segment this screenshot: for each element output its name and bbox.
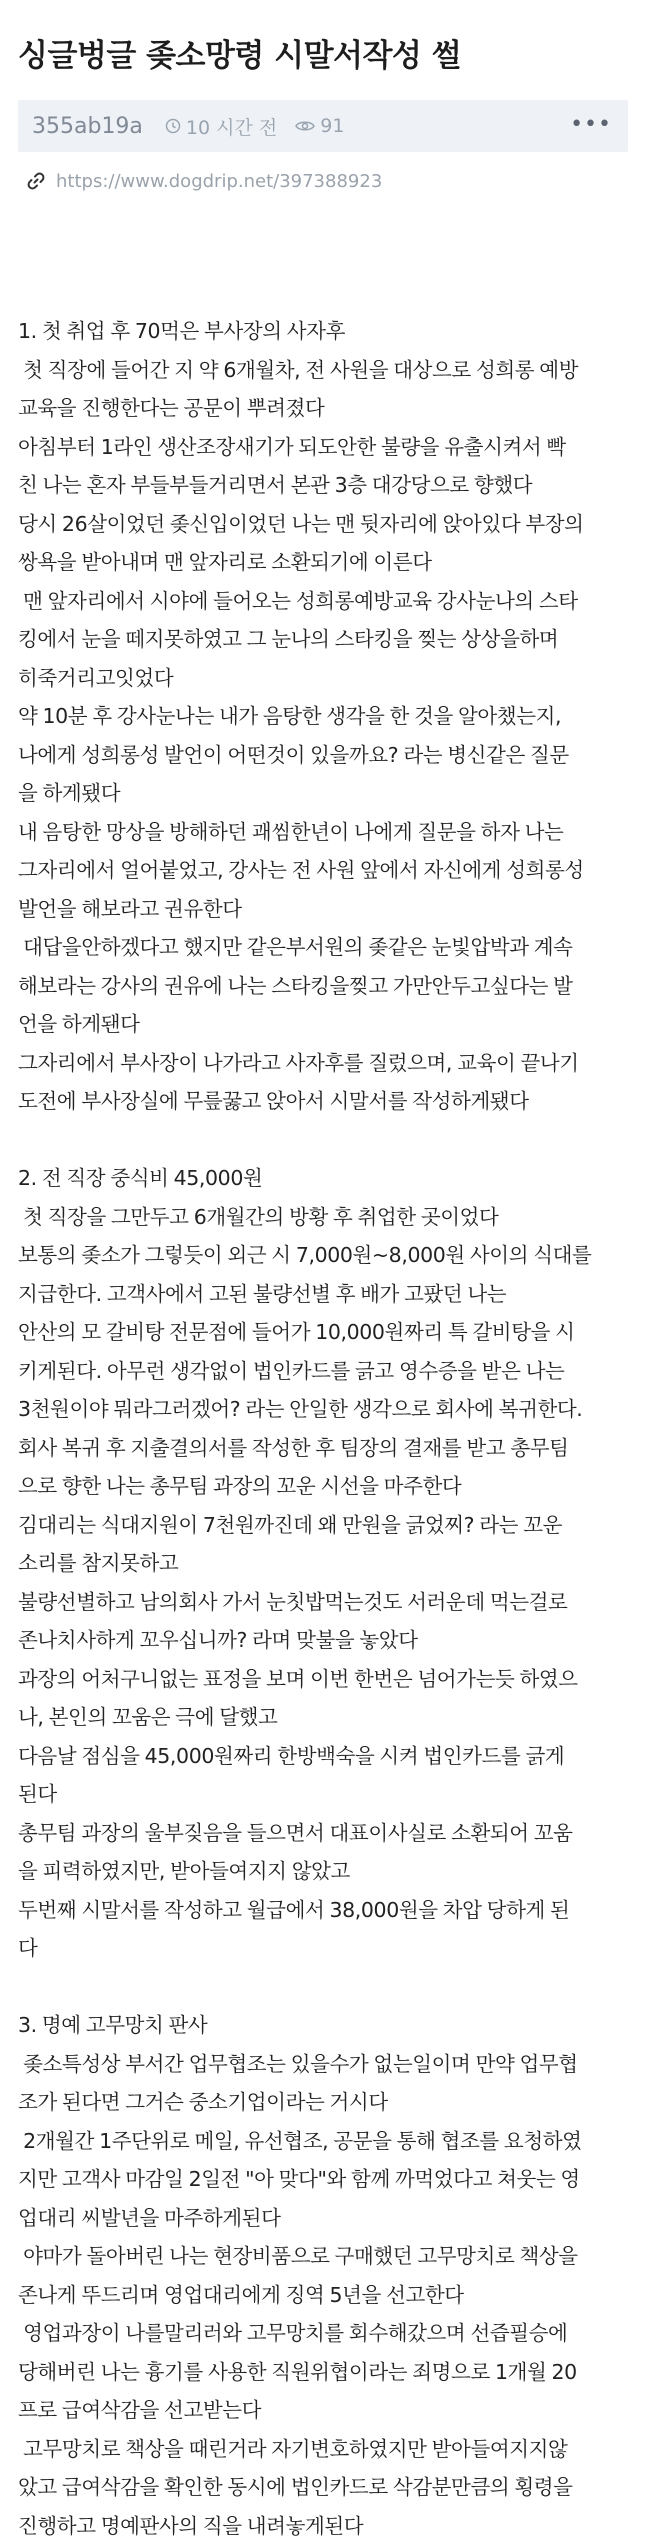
body-text-line: 김대리는 식대지원이 7천원까진데 왜 만원을 긁었찌? 라는 꼬운 (18, 1506, 630, 1545)
body-text-line: 았고 급여삭감을 확인한 동시에 법인카드로 삭감분만큼의 횡령을 (18, 2468, 630, 2507)
body-text-line: 을 하게됐다 (18, 774, 630, 813)
body-text-line: 존나치사하게 꼬우십니까? 라며 맞불을 놓았다 (18, 1621, 630, 1660)
body-text-line: 그자리에서 부사장이 나가라고 사자후를 질렀으며, 교육이 끝나기 (18, 1044, 630, 1083)
body-text-line: 2개월간 1주단위로 메일, 유선협조, 공문을 통해 협조를 요청하였 (18, 2122, 630, 2161)
body-text-line: 두번째 시말서를 작성하고 월급에서 38,000원을 차압 당하게 된 (18, 1891, 630, 1930)
post-views (295, 115, 344, 137)
body-text-line: 약 10분 후 강사눈나는 내가 음탕한 생각을 한 것을 알아챘는지, (18, 697, 630, 736)
body-text-line: 존나게 뚜드리며 영업대리에게 징역 5년을 선고한다 (18, 2276, 630, 2315)
body-text-line: 을 피력하였지만, 받아들여지지 않았고 (18, 1852, 630, 1891)
body-text-line: 아침부터 1라인 생산조장새기가 되도안한 불량을 유출시켜서 빡 (18, 428, 630, 467)
body-text-line: 첫 직장을 그만두고 6개월간의 방황 후 취업한 곳이었다 (18, 1198, 630, 1237)
body-text-line: 조가 된다면 그거슨 중소기업이라는 거시다 (18, 2083, 630, 2122)
body-text-line: 발언을 해보라고 권유한다 (18, 890, 630, 929)
body-text-line: 업대리 씨발년을 마주하게된다 (18, 2199, 630, 2238)
body-text-line: 1. 첫 취업 후 70먹은 부사장의 사자후 (18, 312, 630, 351)
body-text-line: 으로 향한 나는 총무팀 과장의 꼬운 시선을 마주한다 (18, 1467, 630, 1506)
body-text-line: 보통의 좆소가 그렇듯이 외근 시 7,000원~8,000원 사이의 식대를 (18, 1236, 630, 1275)
body-text-line: 소리를 참지못하고 (18, 1544, 630, 1583)
more-options-button[interactable]: ••• (570, 112, 612, 137)
body-text-line: 나에게 성희롱성 발언이 어떤것이 있을까요? 라는 병신같은 질문 (18, 736, 630, 775)
link-icon (26, 171, 46, 191)
post-section-3 (18, 2006, 630, 2545)
body-text-line: 내 음탕한 망상을 방해하던 괘씸한년이 나에게 질문을 하자 나는 (18, 813, 630, 852)
body-text-line: 다 (18, 1929, 630, 1968)
post-meta-bar (18, 100, 628, 152)
body-text-line: 2. 전 직장 중식비 45,000원 (18, 1159, 630, 1198)
body-text-line: 도전에 부사장실에 무릎꿇고 앉아서 시말서를 작성하게됐다 (18, 1082, 630, 1121)
body-text-line: 나, 본인의 꼬움은 극에 달했고 (18, 1698, 630, 1737)
body-text-line: 해보라는 강사의 권유에 나는 스타킹을찢고 가만안두고싶다는 발 (18, 967, 630, 1006)
body-text-line: 교육을 진행한다는 공문이 뿌려졌다 (18, 389, 630, 428)
body-text-line: 3천원이야 뭐라그러겠어? 라는 안일한 생각으로 회사에 복귀한다. (18, 1390, 630, 1429)
body-text-line: 프로 급여삭감을 선고받는다 (18, 2391, 630, 2430)
body-text-line: 다음날 점심을 45,000원짜리 한방백숙을 시켜 법인카드를 긁게 (18, 1737, 630, 1776)
post-url-link[interactable]: https://www.dogdrip.net/397388923 (56, 171, 382, 192)
post-time-text: 10 시간 전 (186, 113, 277, 140)
post-section-1 (18, 312, 630, 1121)
body-text-line: 불량선별하고 남의회사 가서 눈칫밥먹는것도 서러운데 먹는걸로 (18, 1583, 630, 1622)
body-text-line: 친 나는 혼자 부들부들거리면서 본관 3층 대강당으로 향했다 (18, 466, 630, 505)
body-text-line: 총무팀 과장의 울부짖음을 들으면서 대표이사실로 소환되어 꼬움 (18, 1814, 630, 1853)
body-text-line: 진행하고 명예판사의 직을 내려놓게된다 (18, 2507, 630, 2545)
post-body (18, 312, 630, 2545)
body-text-line: 당해버린 나는 흉기를 사용한 직원위협이라는 죄명으로 1개월 20 (18, 2353, 630, 2392)
body-text-line: 첫 직장에 들어간 지 약 6개월차, 전 사원을 대상으로 성희롱 예방 (18, 351, 630, 390)
body-text-line: 3. 명예 고무망치 판사 (18, 2006, 630, 2045)
body-text-line: 쌍욕을 받아내며 맨 앞자리로 소환되기에 이른다 (18, 543, 630, 582)
body-text-line: 지만 고객사 마감일 2일전 "아 맞다"와 함께 까먹었다고 쳐웃는 영 (18, 2160, 630, 2199)
body-text-line: 그자리에서 얼어붙었고, 강사는 전 사원 앞에서 자신에게 성희롱성 (18, 851, 630, 890)
body-text-line: 킹에서 눈을 떼지못하였고 그 눈나의 스타킹을 찢는 상상을하며 (18, 620, 630, 659)
eye-icon (295, 119, 315, 133)
body-text-line: 영업과장이 나를말리러와 고무망치를 회수해갔으며 선즙필승에 (18, 2314, 630, 2353)
body-text-line: 언을 하게됀다 (18, 1005, 630, 1044)
clock-icon (165, 118, 181, 134)
body-text-line: 과장의 어처구니없는 표정을 보며 이번 한번은 넘어가는듯 하였으 (18, 1660, 630, 1699)
post-views-count: 91 (320, 115, 344, 137)
body-text-line: 대답을안하겠다고 했지만 같은부서원의 좆같은 눈빛압박과 계속 (18, 928, 630, 967)
body-text-line: 된다 (18, 1775, 630, 1814)
body-text-line: 야마가 돌아버린 나는 현장비품으로 구매했던 고무망치로 책상을 (18, 2237, 630, 2276)
post-title: 싱글벙글 좆소망령 시말서작성 썰 (18, 30, 633, 75)
post-url-row[interactable] (26, 168, 382, 194)
body-text-line: 맨 앞자리에서 시야에 들어오는 성희롱예방교육 강사눈나의 스타 (18, 582, 630, 621)
body-text-line: 당시 26살이었던 좆신입이었던 나는 맨 뒷자리에 앉아있다 부장의 (18, 505, 630, 544)
body-text-line: 안산의 모 갈비탕 전문점에 들어가 10,000원짜리 특 갈비탕을 시 (18, 1313, 630, 1352)
body-text-line: 지급한다. 고객사에서 고된 불량선별 후 배가 고팠던 나는 (18, 1275, 630, 1314)
body-text-line: 키게된다. 아무런 생각없이 법인카드를 긁고 영수증을 받은 나는 (18, 1352, 630, 1391)
body-text-line: 히죽거리고잇었다 (18, 659, 630, 698)
post-time (165, 113, 277, 140)
post-section-2 (18, 1159, 630, 1968)
body-text-line: 고무망치로 책상을 때린거라 자기변호하였지만 받아들여지지않 (18, 2430, 630, 2469)
body-text-line: 회사 복귀 후 지출결의서를 작성한 후 팀장의 결재를 받고 총무팀 (18, 1429, 630, 1468)
author-name[interactable]: 355ab19a (32, 114, 143, 139)
body-text-line: 좆소특성상 부서간 업무협조는 있을수가 없는일이며 만약 업무협 (18, 2045, 630, 2084)
